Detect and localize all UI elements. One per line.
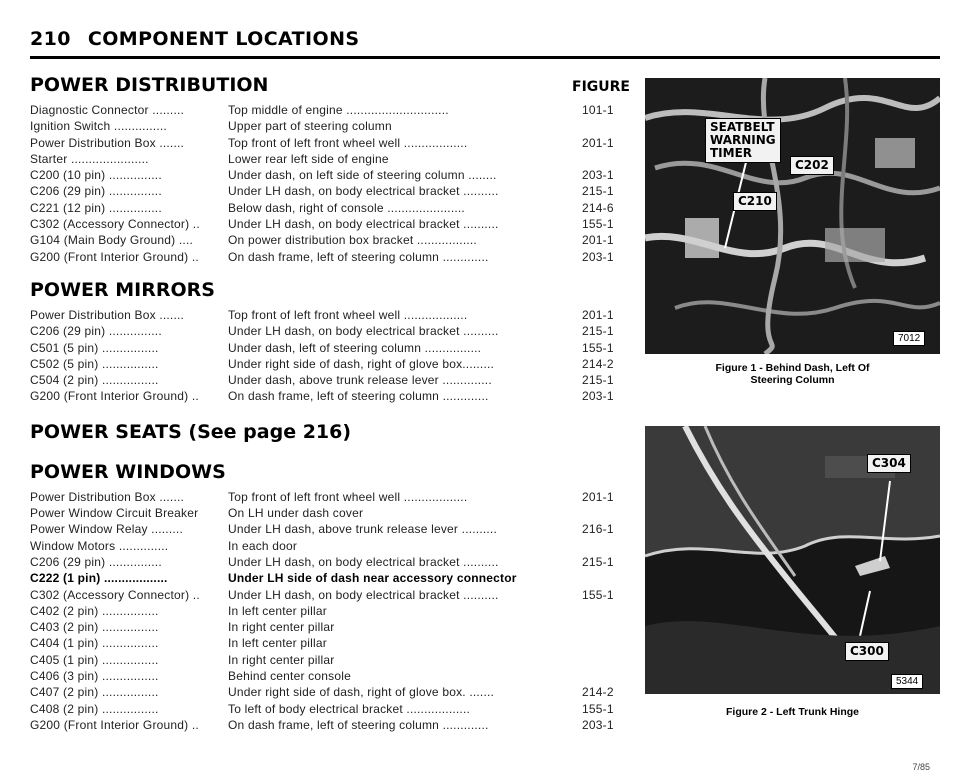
component-name: Power Window Circuit Breaker	[30, 506, 199, 521]
list-item	[30, 372, 630, 388]
figure-ref: 215-1	[582, 184, 614, 199]
figure-1-photo	[645, 78, 940, 354]
figure-ref: 214-2	[582, 685, 614, 700]
component-location: Under LH dash, on body electrical bracket ..........	[228, 217, 499, 232]
component-name: C504 (2 pin) ................	[30, 373, 159, 388]
component-name: C221 (12 pin) ...............	[30, 200, 162, 215]
figure-ref: 155-1	[582, 701, 614, 716]
component-name: C222 (1 pin) ..................	[30, 571, 168, 586]
list-item	[30, 167, 630, 183]
component-name: C404 (1 pin) ................	[30, 636, 159, 651]
figure-ref: 203-1	[582, 389, 614, 404]
page-title: COMPONENT LOCATIONS	[87, 28, 360, 50]
figure-ref: 101-1	[582, 103, 614, 117]
component-name: C402 (2 pin) ................	[30, 603, 159, 618]
figure-ref: 155-1	[582, 587, 614, 602]
component-location: Upper part of steering column	[228, 119, 392, 134]
component-location: Under LH dash, on body electrical bracket ..........	[228, 184, 499, 199]
list-item	[30, 340, 630, 356]
callout-c202: C202	[790, 156, 834, 175]
component-name: C501 (5 pin) ................	[30, 340, 159, 355]
list-item	[30, 323, 630, 339]
wiring-photo-illustration	[645, 78, 940, 354]
section-entries-power-distribution	[30, 102, 630, 265]
component-name: C406 (3 pin) ................	[30, 669, 159, 684]
component-location: Under right side of dash, right of glove box.........	[228, 356, 495, 371]
list-item	[30, 232, 630, 248]
component-name: C206 (29 pin) ...............	[30, 184, 162, 199]
component-location: In right center pillar	[228, 652, 335, 667]
component-name: Power Distribution Box .......	[30, 489, 185, 504]
component-name: C302 (Accessory Connector) ..	[30, 587, 200, 602]
list-item	[30, 200, 630, 216]
component-name: C200 (10 pin) ...............	[30, 168, 162, 183]
section-entries-power-windows	[30, 489, 630, 733]
figure-ref: 155-1	[582, 340, 614, 355]
figure-ref: 214-2	[582, 356, 614, 371]
list-item	[30, 538, 630, 554]
callout-seatbelt-warning-timer: SEATBELT WARNING TIMER	[705, 118, 781, 163]
component-location: Top middle of engine .............................	[228, 103, 449, 117]
figure-2-photo	[645, 426, 940, 694]
list-item	[30, 652, 630, 668]
component-name: C302 (Accessory Connector) ..	[30, 217, 200, 232]
figure-ref: 201-1	[582, 307, 614, 322]
component-location: On dash frame, left of steering column .............	[228, 717, 489, 732]
component-location: To left of body electrical bracket ..................	[228, 701, 471, 716]
component-name: G104 (Main Body Ground) ....	[30, 233, 194, 248]
component-location: Below dash, right of console ......................	[228, 200, 465, 215]
section-title-power-distribution: POWER DISTRIBUTION FIGURE	[30, 72, 630, 98]
figure-ref: 215-1	[582, 373, 614, 388]
component-location: Top front of left front wheel well ..................	[228, 307, 468, 322]
component-location: Behind center console	[228, 669, 351, 684]
component-location: Under right side of dash, right of glove box. .......	[228, 685, 495, 700]
component-list	[30, 72, 630, 733]
list-item	[30, 619, 630, 635]
component-location: In right center pillar	[228, 620, 335, 635]
section-entries-power-mirrors	[30, 307, 630, 405]
component-name: C403 (2 pin) ................	[30, 620, 159, 635]
component-location: In left center pillar	[228, 636, 327, 651]
component-location: Under dash, above trunk release lever ..............	[228, 373, 492, 388]
figure-ref: 155-1	[582, 217, 614, 232]
figure-ref: 203-1	[582, 249, 614, 264]
component-name: Power Distribution Box .......	[30, 135, 185, 150]
callout-c210: C210	[733, 192, 777, 211]
list-item	[30, 249, 630, 265]
list-item	[30, 356, 630, 372]
component-name: G200 (Front Interior Ground) ..	[30, 389, 199, 404]
component-location: Under dash, left of steering column ................	[228, 340, 482, 355]
figure-ref: 201-1	[582, 135, 614, 150]
component-name: C408 (2 pin) ................	[30, 701, 159, 716]
list-item	[30, 505, 630, 521]
list-item	[30, 216, 630, 232]
list-item	[30, 521, 630, 537]
component-location: Under LH dash, above trunk release lever ..........	[228, 522, 497, 537]
list-item	[30, 307, 630, 323]
component-location: On LH under dash cover	[228, 506, 364, 521]
list-item	[30, 587, 630, 603]
list-item	[30, 603, 630, 619]
component-name: Ignition Switch ...............	[30, 119, 167, 134]
component-location: In left center pillar	[228, 603, 327, 618]
section-title-power-windows: POWER WINDOWS	[30, 460, 226, 483]
component-name: Diagnostic Connector .........	[30, 103, 185, 117]
corner-mark: 7/85	[912, 762, 930, 772]
section-title-power-mirrors: POWER MIRRORS	[30, 278, 215, 301]
callout-c304: C304	[867, 454, 911, 473]
callout-c300: C300	[845, 642, 889, 661]
list-item	[30, 135, 630, 151]
figure-ref: 216-1	[582, 522, 614, 537]
component-location: On dash frame, left of steering column .............	[228, 389, 489, 404]
component-location: Under LH dash, on body electrical bracket ..........	[228, 324, 499, 339]
figure-1-caption: Figure 1 - Behind Dash, Left Of Steering Column	[715, 362, 870, 386]
component-location: Top front of left front wheel well ..................	[228, 489, 468, 504]
list-item	[30, 388, 630, 404]
list-item	[30, 635, 630, 651]
list-item	[30, 183, 630, 199]
list-item	[30, 570, 630, 586]
figure-ref: 203-1	[582, 168, 614, 183]
component-location: On power distribution box bracket .................	[228, 233, 477, 248]
page-header	[30, 28, 940, 50]
figure-ref: 215-1	[582, 324, 614, 339]
component-name: G200 (Front Interior Ground) ..	[30, 249, 199, 264]
list-item	[30, 668, 630, 684]
list-item	[30, 684, 630, 700]
section-title-power-seats: POWER SEATS (See page 216)	[30, 420, 352, 443]
list-item	[30, 151, 630, 167]
component-name: C502 (5 pin) ................	[30, 356, 159, 371]
figure-ref: 215-1	[582, 554, 614, 569]
photo-number: 7012	[893, 331, 925, 346]
photo-number: 5344	[891, 674, 923, 689]
component-location: Lower rear left side of engine	[228, 151, 389, 166]
list-item	[30, 489, 630, 505]
header-rule	[30, 56, 940, 59]
list-item	[30, 701, 630, 717]
component-location: Under LH dash, on body electrical bracket ..........	[228, 554, 499, 569]
component-location: Under dash, on left side of steering column ........	[228, 168, 497, 183]
component-name: C407 (2 pin) ................	[30, 685, 159, 700]
figure-ref: 201-1	[582, 233, 614, 248]
component-location: In each door	[228, 538, 298, 553]
list-item	[30, 554, 630, 570]
component-name: G200 (Front Interior Ground) ..	[30, 717, 199, 732]
component-location: On dash frame, left of steering column .............	[228, 249, 489, 264]
component-name: C206 (29 pin) ...............	[30, 554, 162, 569]
figure-ref: 214-6	[582, 200, 614, 215]
page-number: 210	[30, 28, 71, 50]
component-name: Power Window Relay .........	[30, 522, 183, 537]
figure-column-label: FIGURE	[572, 79, 630, 95]
component-name: Starter ......................	[30, 151, 149, 166]
component-name: Power Distribution Box .......	[30, 307, 185, 322]
figure-ref: 201-1	[582, 489, 614, 504]
component-name: Window Motors ..............	[30, 538, 169, 553]
figure-2-caption: Figure 2 - Left Trunk Hinge	[725, 706, 859, 718]
component-location: Top front of left front wheel well ..................	[228, 135, 468, 150]
list-item	[30, 717, 630, 733]
component-location: Under LH dash, on body electrical bracket ..........	[228, 587, 499, 602]
list-item	[30, 118, 630, 134]
component-name: C206 (29 pin) ...............	[30, 324, 162, 339]
component-location: Under LH side of dash near accessory connector	[228, 571, 517, 586]
figure-ref: 203-1	[582, 717, 614, 732]
component-name: C405 (1 pin) ................	[30, 652, 159, 667]
list-item	[30, 102, 630, 118]
